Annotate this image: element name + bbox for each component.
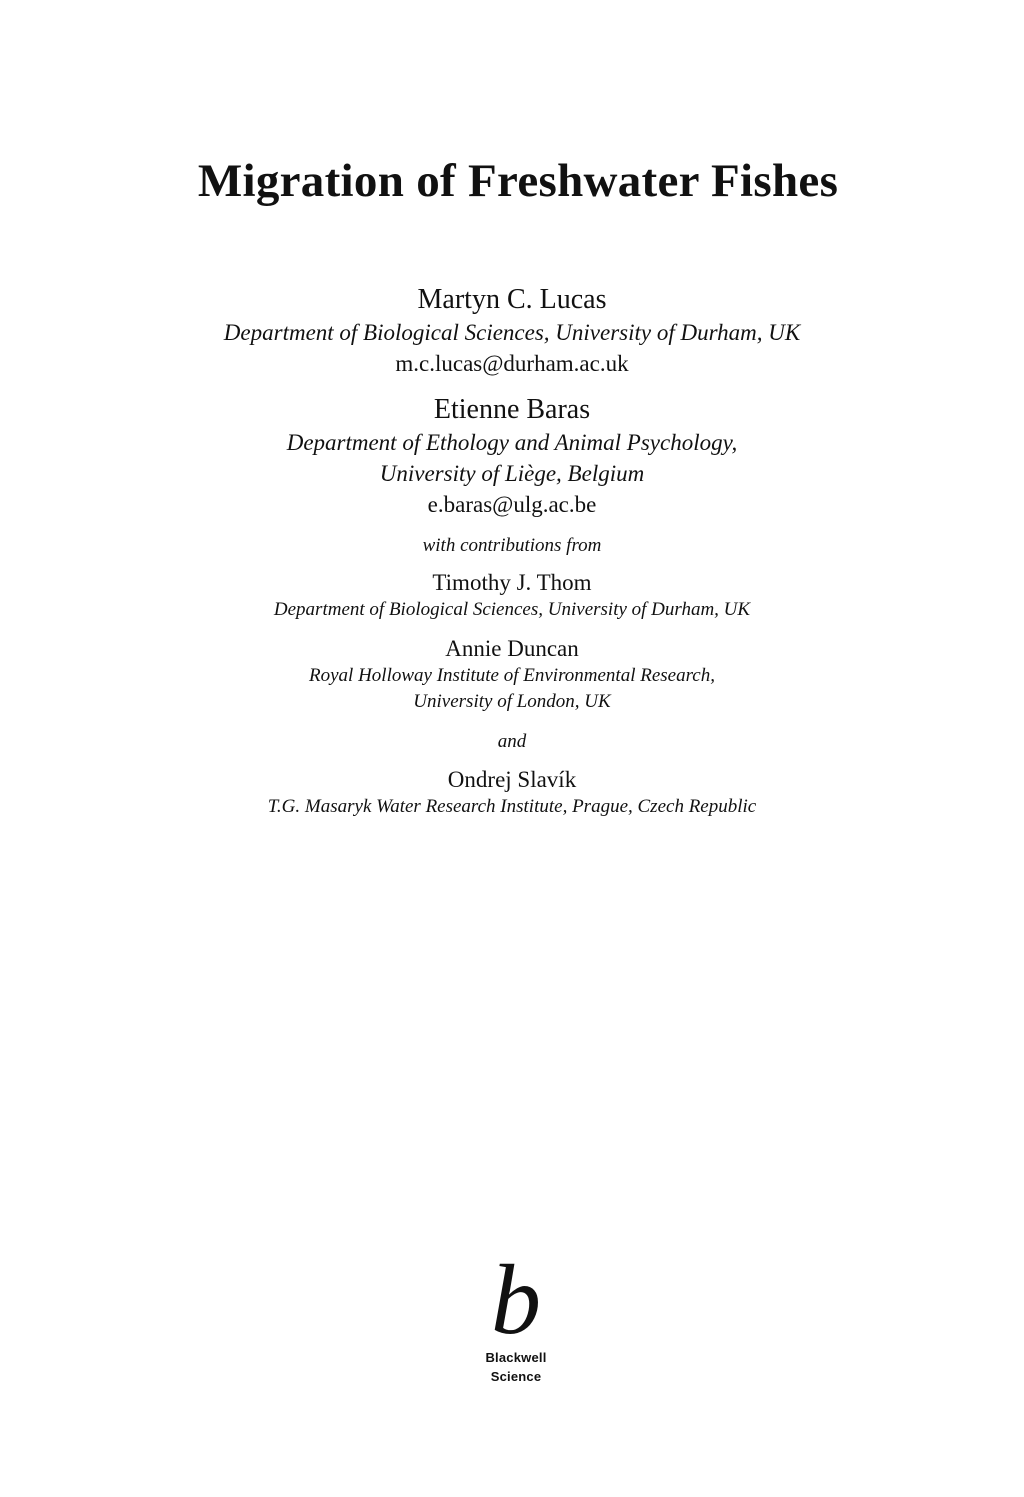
- author-affiliation-line1: Department of Ethology and Animal Psychology,: [286, 430, 738, 455]
- publisher-name-line1: Blackwell: [485, 1350, 547, 1365]
- and-label: and: [497, 731, 527, 752]
- contributor-name: Timothy J. Thom: [432, 570, 592, 595]
- contributor-affiliation-line1: Royal Holloway Institute of Environmental Research,: [309, 665, 715, 686]
- author-affiliation: Department of Biological Sciences, University of Durham, UK: [223, 320, 801, 345]
- contributor-affiliation: Department of Biological Sciences, University of Durham, UK: [273, 599, 751, 620]
- contributor-name: Annie Duncan: [445, 636, 579, 661]
- contributions-label: with contributions from: [422, 535, 602, 556]
- publisher-name-line2: Science: [490, 1369, 542, 1384]
- blackwell-b-logo-icon: b: [491, 1244, 541, 1355]
- author-name: Martyn C. Lucas: [417, 284, 607, 315]
- author-email: m.c.lucas@durham.ac.uk: [395, 351, 629, 376]
- contributor-affiliation: T.G. Masaryk Water Research Institute, Prague, Czech Republic: [267, 796, 757, 817]
- contributor-affiliation-line2: University of London, UK: [413, 691, 611, 712]
- contributor-name: Ondrej Slavík: [447, 767, 577, 792]
- author-email: e.baras@ulg.ac.be: [427, 492, 597, 517]
- book-title: Migration of Freshwater Fishes: [197, 155, 839, 208]
- author-name: Etienne Baras: [433, 394, 591, 425]
- author-affiliation-line2: University of Liège, Belgium: [379, 461, 645, 486]
